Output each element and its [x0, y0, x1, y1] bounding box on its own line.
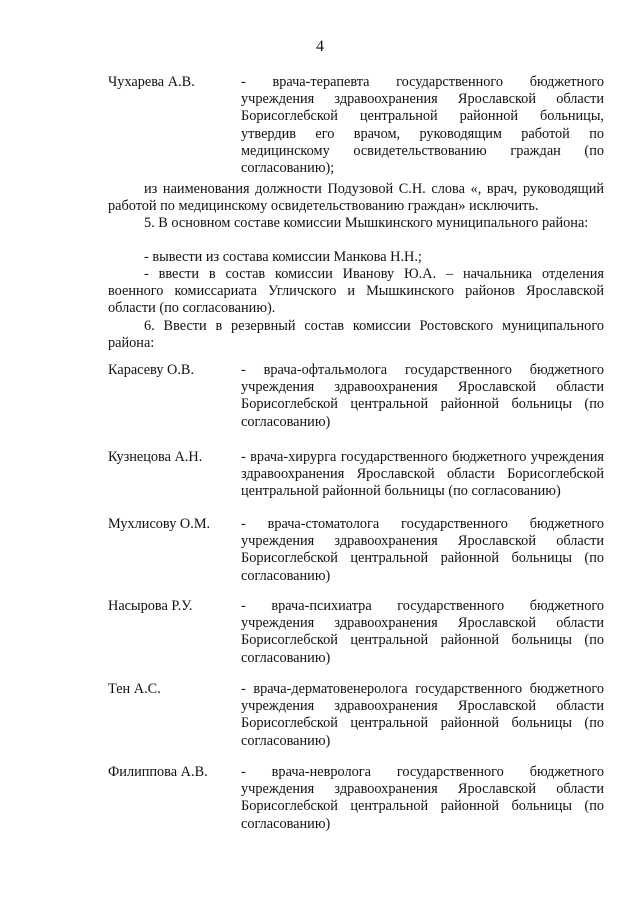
paragraph-add-member: - ввести в состав комиссии Иванову Ю.А. – начальника отделения военного комиссариата Угличского и Мышкинского районов Ярославской области (по согласованию). — [108, 266, 604, 317]
member-name: Филиппова А.В. — [108, 764, 208, 780]
member-position: - врача-терапевта государственного бюджетного учреждения здравоохранения Ярославской области Борисоглебской центральной районной больницы, утвердив его врачом, руководящим работой по медицинскому освидетельствованию граждан (по согласованию); — [241, 74, 604, 177]
member-name: Мухлисову О.М. — [108, 516, 211, 532]
member-position: - врача-психиатра государственного бюджетного учреждения здравоохранения Ярославской области Борисоглебской центральной районной больницы (по согласованию) — [241, 598, 604, 666]
member-position: - врача-хирурга государственного бюджетного учреждения здравоохранения Ярославской области Борисоглебской центральной районной больницы (по согласованию) — [241, 449, 604, 500]
paragraph-remove-member: - вывести из состава комиссии Манкова Н.Н.; — [144, 249, 422, 265]
member-name: Кузнецова А.Н. — [108, 449, 203, 465]
member-position: - врача-офтальмолога государственного бюджетного учреждения здравоохранения Ярославской области Борисоглебской центральной районной больницы (по согласованию) — [241, 362, 604, 430]
member-position: - врача-невролога государственного бюджетного учреждения здравоохранения Ярославской области Борисоглебской центральной районной больницы (по согласованию) — [241, 764, 604, 832]
page-number: 4 — [316, 38, 324, 55]
member-name: Тен А.С. — [108, 681, 161, 697]
member-name: Карасеву О.В. — [108, 362, 195, 378]
member-position: - врача-дерматовенеролога государственного бюджетного учреждения здравоохранения Ярославской области Борисоглебской центральной районной больницы (по согласованию) — [241, 681, 604, 749]
member-name: Насырова Р.У. — [108, 598, 193, 614]
paragraph-section-6: 6. Ввести в резервный состав комиссии Ростовского муниципального района: — [108, 318, 604, 352]
member-position: - врача-стоматолога государственного бюджетного учреждения здравоохранения Ярославской области Борисоглебской центральной районной больницы (по согласованию) — [241, 516, 604, 584]
paragraph-exclusion: из наименования должности Подузовой С.Н. слова «, врач, руководящий работой по медицинскому освидетельствованию граждан» исключить. — [108, 181, 604, 215]
paragraph-section-5: 5. В основном составе комиссии Мышкинского муниципального района: — [144, 215, 589, 231]
member-name: Чухарева А.В. — [108, 74, 195, 90]
